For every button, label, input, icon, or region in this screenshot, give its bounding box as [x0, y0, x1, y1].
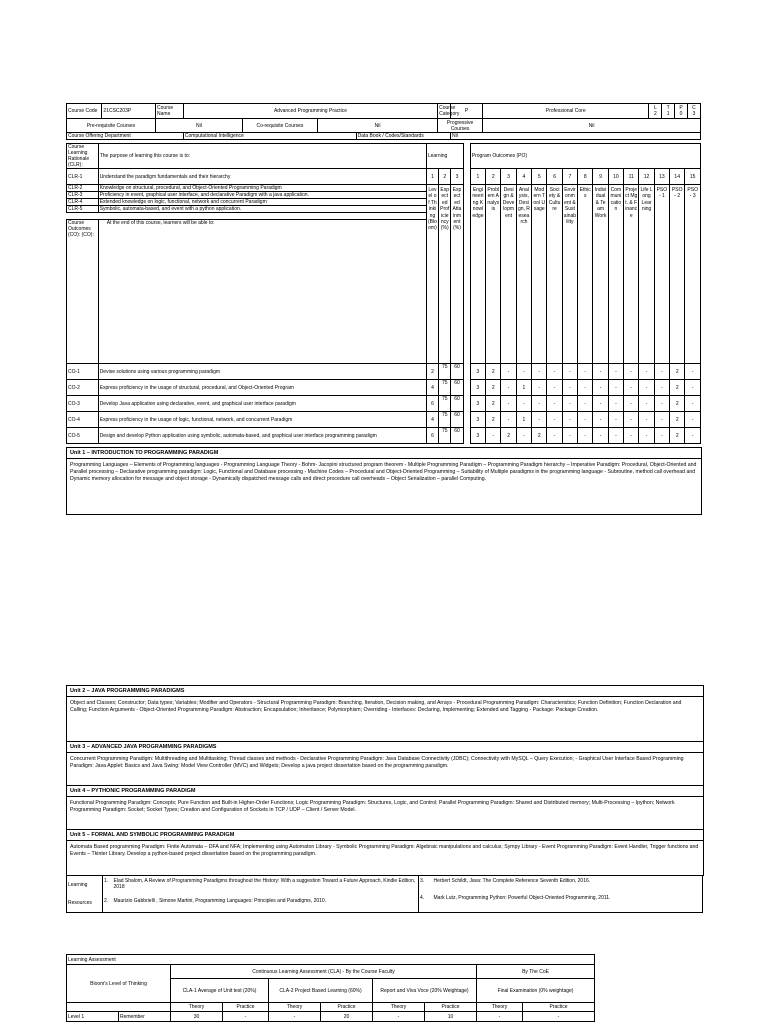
course-category: P	[450, 104, 482, 119]
practice-head: Practice	[223, 1003, 269, 1012]
clr-text: Understand the paradigm fundamentals and their hierarchy	[98, 169, 426, 185]
co-po-value: -	[624, 396, 639, 412]
learning-num: 1	[426, 169, 438, 185]
co-po-value: -	[578, 396, 593, 412]
po-num: 14	[670, 169, 685, 185]
co-attainment: 60	[451, 364, 463, 380]
co-po-value: -	[593, 364, 608, 380]
ltpc-c: C 3	[687, 104, 700, 119]
po-head: Engineering Knowledge	[470, 185, 485, 364]
theory-head: Theory	[373, 1003, 425, 1012]
learning-head: Expected Attainment (%)	[451, 185, 463, 364]
co-po-value: -	[624, 412, 639, 428]
course-header-table	[66, 103, 701, 140]
co-po-value: -	[486, 428, 501, 444]
co-po-value: -	[547, 396, 562, 412]
course-code-label: Course Code	[67, 104, 102, 119]
po-num: 13	[654, 169, 669, 185]
po-head: Problem Analysis	[486, 185, 501, 364]
co-po-value: 3	[470, 396, 485, 412]
po-num: 9	[593, 169, 608, 185]
po-num: 5	[532, 169, 547, 185]
clr-id: CLR-5	[67, 206, 99, 213]
progressive: Nil	[483, 119, 701, 133]
theory-head: Theory	[171, 1003, 223, 1012]
co-po-value: -	[532, 396, 547, 412]
co-po-value: -	[639, 412, 654, 428]
course-category-label: Course Category	[439, 105, 460, 117]
co-po-value: 3	[470, 380, 485, 396]
co-po-value: -	[547, 364, 562, 380]
po-num: 6	[547, 169, 562, 185]
po-num: 7	[562, 169, 577, 185]
practice-head: Practice	[523, 1003, 595, 1012]
ltpc-l: L 2	[649, 104, 662, 119]
unit-title: Unit 4 – PYTHONIC PROGRAMMING PARADIGM	[67, 786, 703, 797]
clr-id: CLR-2	[67, 185, 99, 192]
co-attainment: 60	[451, 380, 463, 396]
assess-value: 20	[321, 1012, 373, 1022]
co-po-value: -	[654, 396, 669, 412]
clr-text: Proficiency in event, graphical user interface, and declarative Paradigm with a java application.	[98, 192, 426, 199]
unit-title: Unit 2 – JAVA PROGRAMMING PARADIGMS	[67, 686, 703, 697]
course-name-label: Course Name	[156, 104, 184, 119]
databook-label: Data Book / Codes/Standards	[356, 133, 450, 140]
learning-label: Learning	[426, 144, 463, 169]
co-text: Devise solutions using various programming paradigm	[98, 364, 426, 380]
coreq-label: Co-requisite Courses	[242, 119, 317, 133]
co-row	[67, 396, 701, 412]
assess-value: 10	[425, 1012, 477, 1022]
final-label: Final Examination (0% weightage)	[477, 979, 595, 1003]
po-head: PSO - 2	[670, 185, 685, 364]
co-level: 4	[426, 412, 438, 428]
coreq: Nil	[317, 119, 437, 133]
co-attainment: 60	[451, 396, 463, 412]
co-po-value: -	[562, 380, 577, 396]
co-row	[67, 428, 701, 444]
practice-head: Practice	[321, 1003, 373, 1012]
co-po-value: -	[593, 396, 608, 412]
learning-head: Level of Thinking (Bloom)	[426, 185, 438, 364]
po-head: Communication	[608, 185, 623, 364]
po-head: Analysis, Design, Research	[516, 185, 531, 364]
co-po-value: -	[608, 412, 623, 428]
co-level: 2	[426, 364, 438, 380]
po-num: 4	[516, 169, 531, 185]
progressive-label: Progressive Courses	[438, 119, 483, 133]
co-po-value: -	[501, 412, 516, 428]
co-po-value: -	[516, 428, 531, 444]
co-po-value: -	[624, 364, 639, 380]
co-po-value: -	[624, 380, 639, 396]
co-po-value: 2	[486, 412, 501, 428]
co-attainment: 60	[451, 412, 463, 428]
co-po-value: -	[593, 380, 608, 396]
co-po-value: -	[654, 412, 669, 428]
theory-head: Theory	[477, 1003, 523, 1012]
units-2-5	[66, 685, 704, 876]
co-po-value: 2	[486, 364, 501, 380]
co-po-value: -	[608, 428, 623, 444]
po-num: 1	[470, 169, 485, 185]
po-head: Society & Culture	[547, 185, 562, 364]
ltpc-t: T 1	[662, 104, 675, 119]
unit-body: Object and Classes; Constructor; Data types; Variables; Modifier and Operators - Structural Programming Paradigm: Branching, Iteration, Decision making, and Arrays - Procedural Programming Paradigm: Characteristics; Function Definition; Function Declaration and Calling; Function Arguments - Object-Oriented Programming Paradigm: Abstraction; Encapsulation; Inheritance; Polymorphism; Overriding - Interfaces: Declaring, Implementing; Extended and Tagging - Package: Package Creation.	[67, 697, 703, 742]
coe-label: By The CoE	[477, 965, 595, 979]
po-head: Life Long Learning	[639, 185, 654, 364]
co-po-value: 3	[470, 412, 485, 428]
bloom-label: Bloom's Level of Thinking	[67, 965, 171, 1003]
assess-value: -	[477, 1012, 523, 1022]
co-po-value: -	[608, 364, 623, 380]
co-id: CO-2	[67, 380, 99, 396]
co-po-value: 2	[486, 380, 501, 396]
level-label: Level 1	[67, 1012, 119, 1022]
co-po-value: 2	[501, 428, 516, 444]
co-level: 4	[426, 380, 438, 396]
co-po-value: 3	[470, 364, 485, 380]
co-po-value: -	[578, 412, 593, 428]
clr-text: Extended knowledge on logic, functional, network and concurrent Paradigm	[98, 199, 426, 206]
co-po-value: -	[516, 364, 531, 380]
resources-label: Learning Resources	[67, 876, 103, 913]
assess-value: -	[523, 1012, 595, 1022]
resource-num: 3. 4.	[419, 876, 433, 913]
co-po-value: -	[639, 428, 654, 444]
learning-assessment	[66, 954, 595, 1022]
co-id: CO-3	[67, 396, 99, 412]
resource-num: 1. 2.	[103, 876, 113, 913]
ltpc-p: P 0	[675, 104, 688, 119]
co-id: CO-1	[67, 364, 99, 380]
unit-1	[66, 447, 702, 515]
unit-title: Unit 1 – INTRODUCTION TO PROGRAMMING PARADIGM	[67, 448, 701, 459]
po-num: 3	[501, 169, 516, 185]
prereq: Nil	[156, 119, 243, 133]
assess-value: -	[223, 1012, 269, 1022]
po-head: Environment & Sustainability	[562, 185, 577, 364]
co-text: Develop Java application using declarative, event, and graphical user interface paradigm	[98, 396, 426, 412]
po-head: Ethics	[578, 185, 593, 364]
co-proficiency: 75	[439, 428, 451, 444]
assessment-title: Learning Assessment	[67, 955, 595, 965]
co-po-value: -	[608, 396, 623, 412]
course-code: 21CSC203P	[102, 104, 156, 119]
co-po-value: -	[501, 364, 516, 380]
co-proficiency: 75	[439, 364, 451, 380]
unit-body: Automata Based programming Paradigm: Finite Automata – DFA and NFA; Implementing using Automaton Library - Symbolic Programming Paradigm: Algebraic manipulations and calculus; Sympy Library - Event Programming Paradigm: Event Handler, Trigger functions and Events – Tkinter Library. Develop a python-based project dissertation based on the programming paradigm.	[70, 844, 699, 857]
cla2-label: CLA-2 Project Based Learning (60%)	[269, 979, 373, 1003]
category-name: Professional Core	[483, 104, 649, 119]
po-head: Design & Development	[501, 185, 516, 364]
co-po-value: -	[654, 428, 669, 444]
co-po-value: -	[639, 364, 654, 380]
co-po-value: -	[654, 364, 669, 380]
co-po-value: -	[578, 380, 593, 396]
co-po-value: 2	[532, 428, 547, 444]
unit-body: Functional Programming Paradigm: Concepts; Pure Function and Built-in Higher-Order Functions; Logic Programming Paradigm: Structures, Logic, and Control; Parallel Programming Paradigm: Shared and Distributed memory; Multi-Processing – Ipython; Network Programming Paradigm: Socket; Socket Types; Creation and Configuration of Sockets in TCP / UDP – Client / Server Model.	[67, 797, 703, 830]
learning-num: 3	[451, 169, 463, 185]
po-head: Project Mgt. & Finance	[624, 185, 639, 364]
databook: Nil	[450, 133, 700, 140]
cla1-label: CLA-1 Average of Unit test (20%)	[171, 979, 269, 1003]
prereq-label: Pre-requisite Courses	[67, 119, 156, 133]
co-row	[67, 380, 701, 396]
co-attainment: 60	[451, 428, 463, 444]
co-text: Design and develop Python application using symbolic, automata-based, and graphical user interface programming paradigm	[98, 428, 426, 444]
co-po-value: 2	[486, 396, 501, 412]
co-proficiency: 75	[439, 380, 451, 396]
viva-label: Report and Viva Voce (20% Weightage)	[373, 979, 477, 1003]
clr-purpose-label: The purpose of learning this course is to:	[98, 144, 426, 169]
co-po-value: -	[685, 396, 701, 412]
po-num: 2	[486, 169, 501, 185]
co-po-value: 2	[670, 364, 685, 380]
offering-label: Course Offering Department	[67, 133, 184, 140]
co-po-value: -	[562, 364, 577, 380]
co-po-value: -	[532, 364, 547, 380]
unit-title: Unit 5 – FORMAL AND SYMBOLIC PROGRAMMING PARADIGM	[67, 830, 703, 841]
co-po-value: -	[639, 396, 654, 412]
po-head: PSO - 3	[685, 185, 701, 364]
co-po-value: -	[685, 380, 701, 396]
co-po-value: -	[516, 396, 531, 412]
unit-body: Concurrent Programming Paradigm: Multithreading and Multitasking; Thread classes and methods - Declarative Programming Paradigm: Java Database Connectivity (JDBC); Connectivity with MySQL – Query Execution; - Graphical User Interface Based Programming Paradigm: Java Applet: Basics and Java Swing: Model View Controller (MVC) and Widgets; Develop a java project dissertation based on the programming paradigm.	[67, 753, 703, 786]
co-row	[67, 364, 701, 380]
learning-resources	[66, 875, 703, 913]
co-po-value: -	[547, 380, 562, 396]
unit-title: Unit 3 – ADVANCED JAVA PROGRAMMING PARADIGMS	[67, 742, 703, 753]
co-po-value: -	[501, 380, 516, 396]
theory-head: Theory	[269, 1003, 321, 1012]
co-po-value: -	[685, 364, 701, 380]
co-po-value: -	[532, 412, 547, 428]
clr-id: CLR-1	[67, 169, 99, 185]
po-num: 11	[624, 169, 639, 185]
co-po-value: -	[501, 396, 516, 412]
co-po-value: -	[578, 428, 593, 444]
co-po-value: 2	[670, 396, 685, 412]
clr-text: Symbolic, automata-based, and event with a python application.	[98, 206, 426, 213]
clr-text: Knowledge on structural, procedural, and Object-Oriented Programming Paradigm	[98, 185, 426, 192]
co-po-value: -	[532, 380, 547, 396]
co-po-value: -	[578, 364, 593, 380]
co-outcomes-label: Course Outcomes (CO): (CO):	[67, 220, 99, 364]
co-po-value: -	[593, 428, 608, 444]
practice-head: Practice	[425, 1003, 477, 1012]
co-id: CO-4	[67, 412, 99, 428]
po-label: Program Outcomes (PO)	[470, 144, 700, 169]
co-po-value: -	[547, 428, 562, 444]
po-num: 15	[685, 169, 701, 185]
clr-rationale-label: Course Learning Rationale (CLR):	[67, 144, 99, 169]
co-level: 6	[426, 396, 438, 412]
co-text: Express proficiency in the usage of logic, functional, network, and concurrent Paradigm	[98, 412, 426, 428]
co-po-value: 1	[516, 380, 531, 396]
co-text: Express proficiency in the usage of structural, procedural, and Object-Oriented Program	[98, 380, 426, 396]
clr-id: CLR-4	[67, 199, 99, 206]
co-row	[67, 412, 701, 428]
co-po-value: 3	[470, 428, 485, 444]
cla-label: Continuous Learning Assessment (CLA) - By the Course Faculty	[171, 965, 477, 979]
learning-num: 2	[439, 169, 451, 185]
unit-body: Programming Languages – Elements of Programming languages - Programming Language Theory - Bohm- Jacopini structured program theorem - Multiple Programming Paradigm – Programming Paradigm hierarchy – Imperative Paradigm: Procedural, Object-Oriented and Parallel processing – Declarative programming paradigm: Logic, Functional and Database processing - Machine Codes – Procedural and Object-Oriented Programming – Suitability of Multiple paradigms in the programming language - Subroutine, method call overhead and Dynamic memory allocation for message and object storage - Dynamically dispatched message calls and direct procedure call overheads – Object Serialization – parallel Computing.	[70, 462, 697, 482]
co-po-value: -	[547, 412, 562, 428]
po-head: Individual & Team Work	[593, 185, 608, 364]
assess-value: 30	[171, 1012, 223, 1022]
po-num: 12	[639, 169, 654, 185]
clr-po-table	[66, 143, 701, 444]
co-po-value: 2	[670, 380, 685, 396]
po-num: 8	[578, 169, 593, 185]
co-proficiency: 75	[439, 396, 451, 412]
co-po-value: -	[685, 412, 701, 428]
po-head: PSO - 1	[654, 185, 669, 364]
clr-id: CLR-3	[67, 192, 99, 199]
co-po-value: 1	[516, 412, 531, 428]
co-po-value: -	[562, 428, 577, 444]
co-end-label: At the end of this course, learners will be able to:	[98, 220, 426, 364]
co-po-value: -	[654, 380, 669, 396]
co-po-value: -	[639, 380, 654, 396]
assess-value: -	[373, 1012, 425, 1022]
co-id: CO-5	[67, 428, 99, 444]
resource-list-left: Elad Shalom, A Review of Programming Paradigms throughout the History: With a suggestion Toward a Future Approach, Kindle Edition, 2018 Maurizio Gabbrielli , Simone Martini, Programming Languages: Principles and Paradigms, 2010.	[113, 876, 419, 913]
co-po-value: -	[624, 428, 639, 444]
co-po-value: -	[562, 412, 577, 428]
co-po-value: -	[685, 428, 701, 444]
co-proficiency: 75	[439, 412, 451, 428]
po-num: 10	[608, 169, 623, 185]
po-head: Modern Tool Usage	[532, 185, 547, 364]
co-po-value: -	[593, 412, 608, 428]
co-po-value: -	[608, 380, 623, 396]
co-po-value: -	[562, 396, 577, 412]
offering: Computational Intelligence	[183, 133, 356, 140]
resource-list-right: Herbert Schildt, Java: The Complete Reference Seventh Edition, 2016. Mark Lutz, Programming Python: Powerful Object-Oriented Programming, 2011.	[433, 876, 703, 913]
course-name: Advanced Programming Practice	[183, 104, 437, 119]
learning-head: Expected Proficiency (%)	[439, 185, 451, 364]
co-level: 6	[426, 428, 438, 444]
assess-value: -	[269, 1012, 321, 1022]
co-po-value: 2	[670, 428, 685, 444]
level-name: Remember	[119, 1012, 171, 1022]
co-po-value: 2	[670, 412, 685, 428]
